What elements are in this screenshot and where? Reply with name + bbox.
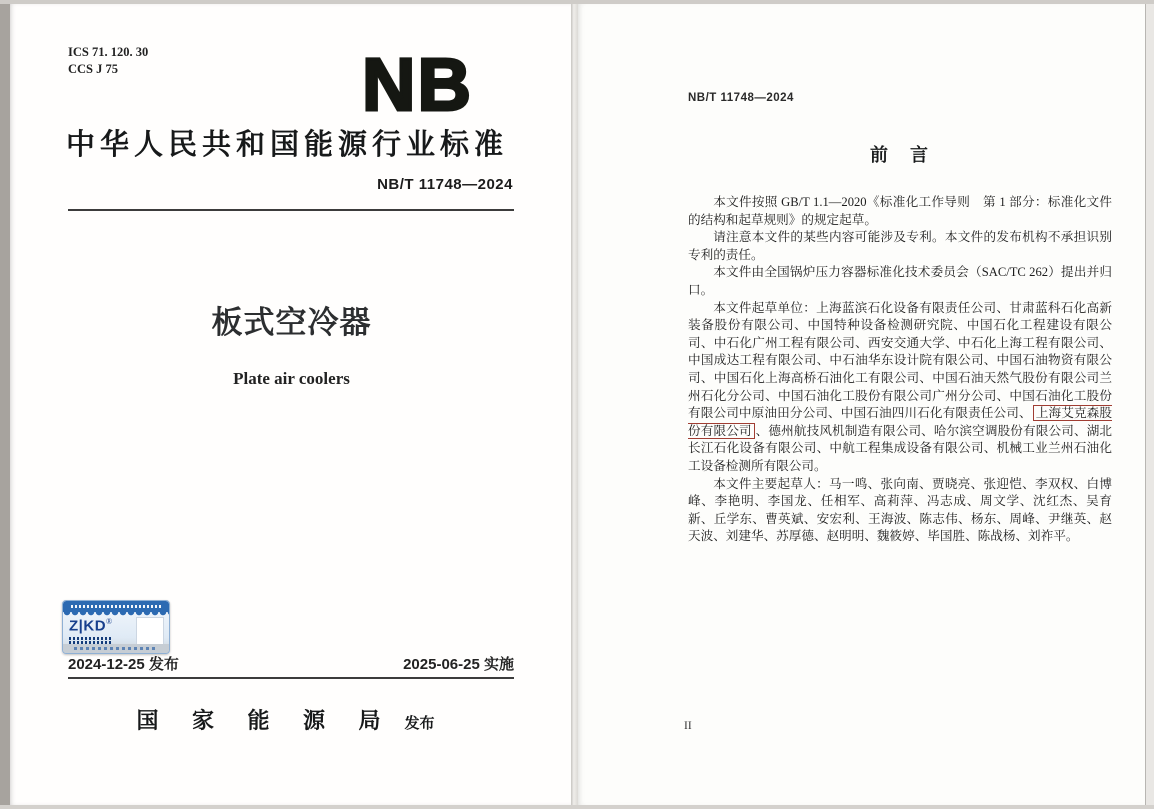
badge-brand-text: Z|KD bbox=[69, 617, 107, 635]
org-list-before: 本文件起草单位：上海蓝滨石化设备有限责任公司、甘肃蓝科石化高新装备股份有限公司、中国特种设备检测研究院、中国石化工程建设有限公司、中石化广州工程有限公司、西安交通大学、中石化上海工程有限公司、中国成达工程有限公司、中石油华东设计院有限公司、中国石油物资有限公司、中国石化上海高桥石油化工有限公司、中国石油天然气股份有限公司兰州石化分公司、中国石油化工股份有限公司广州分公司、中国石油化工股份有限公司中原油田分公司、中国石油四川石化有限责任公司、 bbox=[688, 300, 1112, 421]
issue-date: 2024-12-25 发布 bbox=[68, 656, 179, 673]
highlighted-company: 上海艾克森股份有限公司 bbox=[688, 406, 1113, 438]
scan-edge-left bbox=[0, 0, 10, 809]
standard-series-heading: 中华人民共和国能源行业标准 bbox=[66, 129, 509, 161]
standard-number: NB/T 11748—2024 bbox=[377, 176, 513, 193]
paragraph-main-drafters: 本文件主要起草人：马一鸣、张向南、贾晓亮、张迎恺、李双权、白博峰、李艳明、李国龙、任相军、高莉萍、冯志成、周文学、沈红杰、吴育新、丘学东、曹英斌、安宏利、王海波、陈志伟、杨东、周峰、尹继英、赵天波、刘建华、苏厚德、赵明明、魏筱婷、毕国胜、陈战杨、刘祚平。 bbox=[688, 476, 1112, 544]
ccs-code: CCS J 75 bbox=[68, 61, 119, 76]
badge-header-band bbox=[63, 601, 169, 612]
paragraph-drafting-organizations bbox=[688, 300, 1112, 476]
badge-footer-band bbox=[63, 644, 169, 653]
anti-counterfeit-badge bbox=[62, 600, 170, 654]
nb-logo: NB bbox=[362, 43, 473, 126]
paragraph-drafting-rules: 本文件按照 GB/T 1.1—2020《标准化工作导则 第 1 部分：标准化文件的结构和起草规则》的规定起草。 bbox=[688, 195, 1112, 227]
page-gutter bbox=[571, 0, 578, 809]
divider-line-bottom bbox=[68, 677, 514, 679]
implementation-date: 2025-06-25 实施 bbox=[403, 656, 514, 673]
foreword-heading: 前 言 bbox=[870, 145, 930, 165]
badge-header-microtext bbox=[71, 605, 160, 608]
registered-mark: ® bbox=[106, 617, 113, 626]
ics-code: ICS 71. 120. 30 bbox=[68, 45, 149, 59]
running-header-standard-number: NB/T 11748—2024 bbox=[688, 92, 794, 104]
paragraph-patent-notice: 请注意本文件的某些内容可能涉及专利。本文件的发布机构不承担识别专利的责任。 bbox=[688, 230, 1112, 262]
document-title-chinese: 板式空冷器 bbox=[211, 305, 372, 340]
scan-edge-top bbox=[0, 0, 1154, 4]
publisher-name: 国 家 能 源 局 bbox=[136, 708, 395, 733]
foreword-body bbox=[688, 194, 1112, 546]
document-title-english: Plate air coolers bbox=[233, 369, 350, 388]
publisher-row bbox=[137, 704, 435, 735]
page-number: II bbox=[684, 720, 692, 732]
classification-codes bbox=[68, 44, 148, 78]
paragraph-committee: 本文件由全国锅炉压力容器标准化技术委员会（SAC/TC 262）提出并归口。 bbox=[688, 265, 1112, 297]
foreword-page bbox=[578, 4, 1146, 805]
publish-label: 发布 bbox=[404, 716, 435, 732]
scan-edge-bottom bbox=[0, 805, 1154, 809]
badge-scallop-edge bbox=[63, 612, 169, 616]
badge-footer-microtext bbox=[74, 647, 159, 650]
org-list-after: 、德州航技风机制造有限公司、哈尔滨空调股份有限公司、湖北长江石化设备有限公司、中航工程集成设备有限公司、机械工业兰州石油化工设备检测所有限公司。 bbox=[688, 423, 1113, 473]
divider-line-top bbox=[68, 209, 514, 211]
qr-code-icon bbox=[136, 617, 164, 645]
date-row bbox=[68, 653, 514, 674]
cover-page bbox=[10, 4, 573, 805]
